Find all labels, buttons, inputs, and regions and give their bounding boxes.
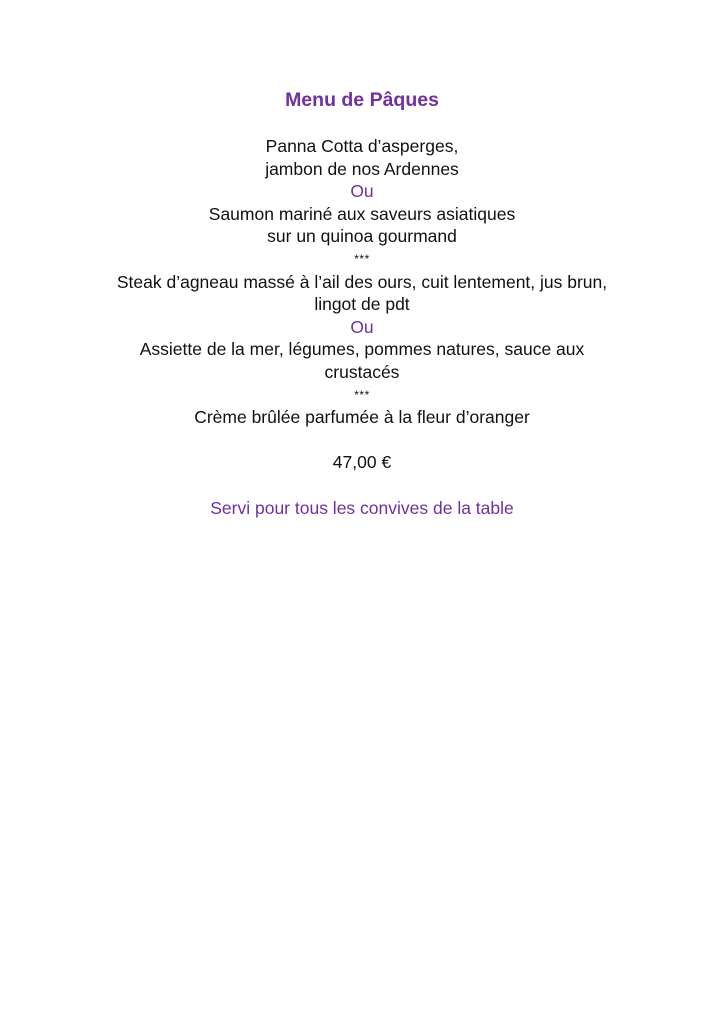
main-1-line-1: Steak d’agneau massé à l’ail des ours, cuit lentement, jus brun, <box>116 271 608 292</box>
spacer <box>0 474 724 497</box>
dessert-line: Crème brûlée parfumée à la fleur d’oranger <box>194 407 530 428</box>
spacer <box>0 429 724 452</box>
menu-title: Menu de Pâques <box>285 89 439 111</box>
starter-1-line-1: Panna Cotta d’asperges, <box>265 136 459 156</box>
main-2-line-1: Assiette de la mer, légumes, pommes natures, sauce aux <box>139 339 585 360</box>
menu-note: Servi pour tous les convives de la table <box>210 497 514 518</box>
course-separator-2: *** <box>354 387 370 402</box>
course-separator-1: *** <box>354 251 370 266</box>
menu-body <box>0 135 724 519</box>
starter-2-line-1: Saumon mariné aux saveurs asiatiques <box>208 203 516 224</box>
main-1-line-2: lingot de pdt <box>314 294 410 315</box>
menu-price: 47,00 € <box>332 452 392 473</box>
starter-2-line-2: sur un quinoa gourmand <box>267 226 457 247</box>
main-2-line-2: crustacés <box>324 361 400 382</box>
starter-1-line-2: jambon de nos Ardennes <box>265 158 459 179</box>
or-separator-2: Ou <box>350 316 374 337</box>
or-separator-1: Ou <box>350 181 374 202</box>
